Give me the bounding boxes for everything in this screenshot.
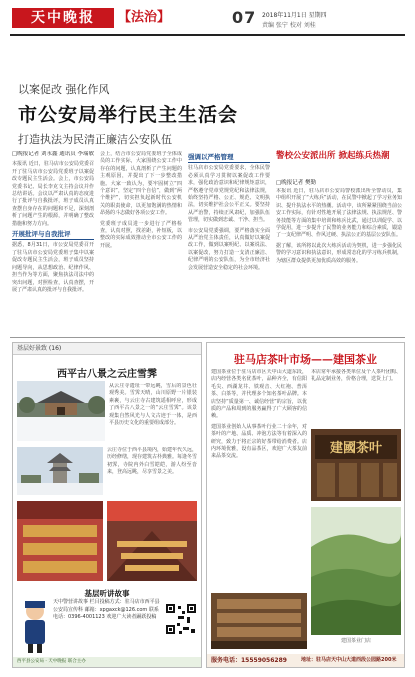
red-hall-photo [17, 501, 103, 581]
story-subheading: 开展批评与自我批评 [12, 231, 94, 240]
tea-feature-title: 驻马店茶叶市场——建国茶业 [234, 353, 377, 366]
feature-caption: 从云庄寺遗址一带远眺，雪后的景色壮观秀美。雪霁天晴，山川原野一片银装素裹，与云庄寺古建筑遥相呼应，形成了西平古八景之一的“云庄雪霁”。该景观集自然风光与人文古迹于一体，是西平县历史文化的重要组成部分。 [109, 383, 197, 427]
tea-contact-bar [207, 654, 404, 667]
story-paragraph: 会上，结合市公安局党委班子全体成员的工作实际，大家围绕公安工作中存在的问题，认真剖析了产生问题的主观原因，并提出了下一步整改措施。大家一致认为，要牢固树立“四个意识”，坚定“四个自信”，做到“两个维护”，切实担负起新时代公安机关的职责使命，以更加饱满的热情和昂扬的斗志做好各项公安工作。 [100, 151, 182, 217]
story-paragraph: 驻马店市公安局党委要求，全体民警必须认真学习贯彻以案促改工作要求，强化政治意识和纪律规矩意识，严格遵守党章党规党纪和法律法规，始终坚持严格、公正、规范、文明执法，切实维护社会公平正义。要坚持从严治警，持续正风肃纪，加强队伍管理，切实做到忠诚、干净、担当。 [188, 165, 270, 224]
section-label: 【法治】 [118, 10, 171, 25]
pagoda-photo [17, 447, 103, 495]
story-kicker: 以案促改 强化作风 [18, 83, 110, 96]
qr-code[interactable] [165, 603, 197, 635]
tea-shop-sign-photo [311, 429, 401, 501]
side-story-paragraph: 本报讯 近日，驻马店市公安局警校派出所全警动员，集中组织开展了“大练兵”活动，在民警中掀起了学习业务知识、提升执法水平的热潮。活动中，该所紧紧围绕当前公安工作实际，有针对性地开展了法律法规、执法规范、警务技能等方面的集中培训和练兵比武，通过以训促学、以学促用，进一步提升了民警的业务能力和综合素质，锻造了一支纪律严明、作风过硬、执法公正的基层公安队伍。 [276, 188, 402, 239]
story-headline: 市公安局举行民主生活会 [18, 104, 239, 126]
sponsor-strip: 西平县公安局 · 天中晚报 联合主办 [13, 657, 201, 667]
tea-feature-text-2: 本店常年承接各类单位及个人茶叶团购、礼品定制业务，价格合理，送货上门。 [311, 369, 401, 383]
story-byline: □晚报记者 刘永鑫 通讯员 李瑞敏 [12, 151, 94, 157]
issue-date: 2018年11月1日 星期四 [262, 12, 327, 19]
story-column-1 [12, 151, 94, 331]
newspaper-logo: 天中晚报 [12, 8, 114, 28]
section-divider [10, 337, 405, 338]
tea-paragraph: 建国茶业位于驻马店市区天中山大道东段，店内经营各类名优茶叶，品种齐全，有信阳毛尖、西湖龙井、铁观音、大红袍、普洱茶、白茶等，并代理多个知名茶叶品牌。本店坚持“质量第一、诚信经营”的宗旨，以优质的产品和周到的服务赢得了广大顾客的信赖。 [211, 369, 307, 420]
tea-photo-caption: 建国茶业门店 [340, 638, 371, 644]
story-paragraph: 市公安局党委强调，要严格落实全面从严治党主体责任，认真做好以案促改工作，做到以案明纪、以案说法、以案促改，努力打造一支清正廉洁、纪律严明的公安队伍，为全市经济社会发展营造安全稳定的社会环境。 [188, 227, 270, 271]
story-column-2 [100, 151, 182, 331]
feature-body: 云庄寺位于西平县境内，始建年代久远，历经修缮，现存建筑古朴典雅。每逢冬雪初霁，寺院内外白雪皑皑，游人纷至沓来，登高远眺，尽享雪景之美。 [107, 447, 197, 476]
page-number: 07 [232, 8, 257, 27]
submission-info: 天中警营讲故事 栏目投稿方式：驻马店市西平县公安局宣传科 邮箱：xpgaxck@126.com 联系电话：0396-4001123 欢迎广大读者踊跃投稿 [53, 599, 160, 620]
side-story-byline: □晚报记者 樊勤 [276, 180, 316, 186]
side-story-paragraph: 据了解，该所将以此次大练兵活动为契机，进一步强化民警的学习意识和执法意识，形成常态化的学习练兵机制，为辖区群众提供更加优质高效的服务。 [276, 242, 402, 264]
police-mascot-illustration [19, 599, 51, 653]
snow-temple-photo [17, 381, 105, 441]
masthead [0, 0, 415, 62]
tea-paragraph: 建国茶业创始人从事茶叶行业二十余年，对茶叶的产地、品质、冲泡方法等有着深入的研究，致力于将正宗的好茶带给消费者。店内环境优雅，设有品茶区，欢迎广大茶友前来品茶交流。 [211, 423, 307, 460]
scenery-feature-box [12, 342, 202, 668]
tea-feature-text-1 [211, 369, 307, 589]
service-hotline: 服务电话：15559056289 [211, 657, 287, 664]
side-story-body [276, 188, 402, 331]
side-story-headline: 警校公安派出所 掀起练兵热潮 [276, 151, 390, 161]
editor-credits: 责编 张宁 校对 刘桂 [262, 22, 316, 29]
feature-header: 基层好景致 (16) [13, 343, 201, 355]
story-subheading: 强调以严格管理 [188, 154, 270, 163]
tea-market-feature [206, 342, 405, 668]
shop-address: 地址：驻马店天中山大道西段公园路200米 [301, 657, 397, 663]
tea-field-photo [107, 501, 197, 581]
masthead-rule [10, 34, 405, 36]
tea-plantation-photo [311, 507, 401, 635]
story-paragraph: 党委班子成员进一步进行了严格检查，认真对照，找差距，补短板，以整改的实际成效推动全市公安工作的开展。 [100, 220, 182, 249]
story-paragraph: 本报讯 近日，驻马店市公安局党委召开了驻马店市公安局党委班子以案促改专题民主生活会。会上，市公安局党委书记、局长李克文主持会议并作总结讲话。会议以严肃认真的态度进行了批评与自我批评，班子成员认真查摆自身存在的问题和不足，深刻剖析了问题产生的根源，并明确了整改措施和努力方向。 [12, 161, 94, 227]
story-column-3 [188, 151, 270, 331]
tea-interior-photo [211, 593, 307, 649]
story-subhead: 打造执法为民清正廉洁公安队伍 [18, 133, 172, 146]
shop-sign-text: 建國茶叶 [329, 441, 383, 456]
story-column-title: 基层听讲故事 [84, 589, 130, 598]
feature-title: 西平古八景之云庄雪霁 [57, 369, 157, 380]
story-paragraph: 据悉，8月31日，市公安局党委召开了驻马店市公安局党委班子集中以案促改专题民主生活会，班子成员坚持问题导向，从思想政治、纪律作风、担当作为等方面，聚焦执法司法中的突出问题，对照检查，认真查摆，开展了严肃认真的批评与自我批评。 [12, 242, 94, 293]
